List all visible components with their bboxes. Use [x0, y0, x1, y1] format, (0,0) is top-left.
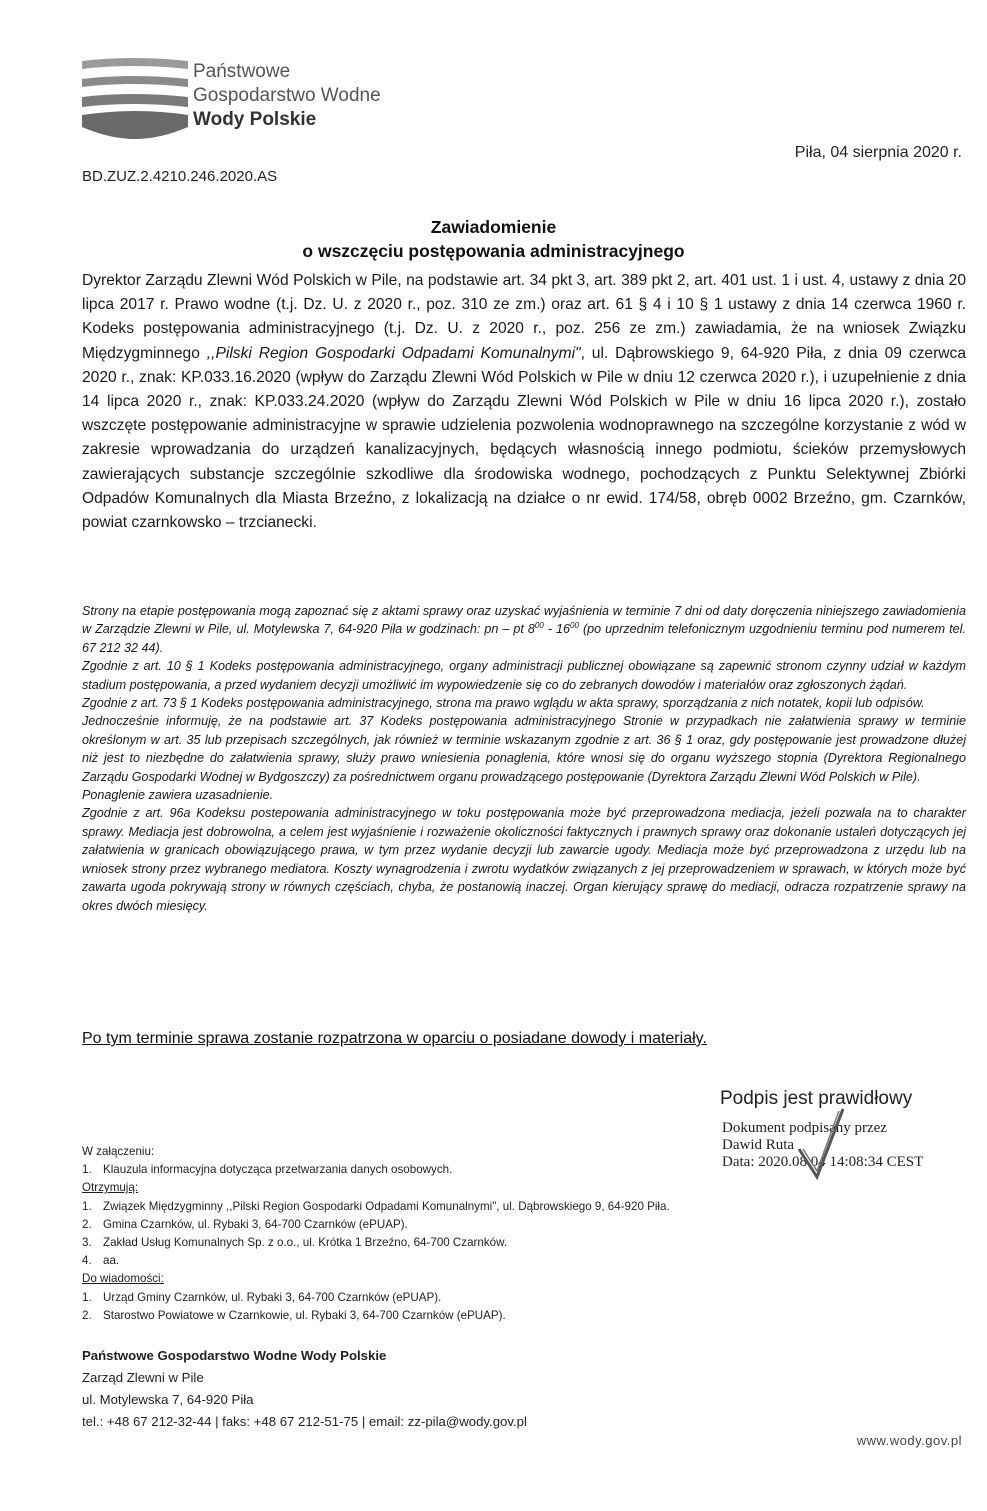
final-statement: Po tym terminie sprawa zostanie rozpatrzona w oparciu o posiadane dowody i materiały. [82, 1030, 707, 1047]
document-subtitle: o wszczęciu postępowania administracyjnego [302, 241, 685, 261]
notes-section [82, 602, 966, 915]
footer-contact: tel.: +48 67 212-32-44 | faks: +48 67 212-51-75 | email: zz-pila@wody.gov.pl [82, 1414, 527, 1429]
main-paragraph-italic: ,,Pilski Region Gospodarki Odpadami Komunalnymi" [206, 344, 581, 362]
recipient-text: Gmina Czarnków, ul. Rybaki 3, 64-700 Czarnków (ePUAP). [103, 1217, 408, 1231]
recipients-heading: Otrzymują: [82, 1181, 139, 1195]
recipient-item: 1. Związek Międzygminny ,,Pilski Region Gospodarki Odpadami Komunalnymi", ul. Dąbrowskiego 9, 64-920 Piła. [82, 1199, 670, 1213]
main-paragraph-part-a: Dyrektor Zarządu Zlewni Wód Polskich w Pile, na podstawie art. 34 pkt 3, art. 389 pkt 2, art. 401 ust. 1 i ust. 4, ustawy z dnia 20 lipca 2017 r. Prawo wodne (t.j. Dz. U. z 2020 r., poz. 310 ze zm.) oraz art. 61 § 4 i 10 § 1 ustawy z dnia 14 czerwca 1960 r. Kodeks postępowania administracyjnego (t.j. Dz. U. z 2020 r., poz. 256 ze zm.) zawiadamia, że na wniosek Związku Międzygminnego [82, 272, 966, 362]
attachment-text: Klauzula informacyjna dotycząca przetwarzania danych osobowych. [103, 1163, 453, 1177]
recipient-item: 4. aa. [82, 1254, 120, 1268]
note-art10: Zgodnie z art. 10 § 1 Kodeks postępowania administracyjnego, organy administracji publicznej obowiązane są zapewnić stronom czynny udział w każdym stadium postępowania, a przed wydaniem decyzji umożliwić im wypowiedzenie się co do zebranych dowodów i materiałów oraz zgłoszonych żądań. [82, 659, 966, 692]
reference-number: BD.ZUZ.2.4210.246.2020.AS [82, 168, 278, 185]
note-access-sup-2: 00 [570, 621, 579, 631]
footer-unit: Zarząd Zlewni w Pile [82, 1370, 204, 1385]
attachment-item: 1. Klauzula informacyjna dotycząca przetwarzania danych osobowych. [82, 1163, 453, 1177]
note-ponaglenie: Ponaglenie zawiera uzasadnienie. [82, 788, 274, 803]
main-paragraph [82, 269, 966, 535]
wody-polskie-logo [80, 55, 190, 140]
document-date: Piła, 04 sierpnia 2020 r. [794, 144, 962, 161]
footer [82, 1345, 527, 1433]
info-item: 1. Urząd Gminy Czarnków, ul. Rybaki 3, 64-700 Czarnków (ePUAP). [82, 1290, 442, 1304]
note-access-text-mid: - 16 [543, 622, 571, 637]
attachments-heading: W załączeniu: [82, 1145, 155, 1158]
note-mediation: Zgodnie z art. 96a Kodeksu postepowania administracyjnego w toku postępowania może być przeprowadzona mediacja, jeżeli pozwala na to charakter sprawy. Mediacja jest dobrowolna, a celem jest wyjaśnienie i rozważenie okoliczności faktycznych i prawnych sprawy oraz dokonanie ustaleń dotyczących jej załatwienia w granicach obowiązującego prawa, w tym przez wydanie decyzji lub zawarcie ugody. Mediacja może być przeprowadzona z urzędu lub na wniosek strony przez wybranego mediatora. Koszty wynagrodzenia i zwrotu wydatków związanych z jej przeprowadzeniem w sprawach, w których może być zawarta ugoda pokrywają strony w równych częściach, chyba, że postanowią inaczej. Organ kierujący sprawę do mediacji, odracza rozpatrzenie sprawy na okres dwóch miesięcy. [82, 806, 966, 913]
signature-check-icon [795, 1105, 847, 1183]
footer-address: ul. Motylewska 7, 64-920 Piła [82, 1392, 254, 1407]
info-text: Urząd Gminy Czarnków, ul. Rybaki 3, 64-700 Czarnków (ePUAP). [103, 1290, 442, 1304]
note-art37: Jednocześnie informuję, że na podstawie art. 37 Kodeks postępowania administracyjnego Stronie w przypadkach nie załatwienia sprawy w terminie określonym w art. 35 lub przepisach szczególnych, jak również w terminie wskazanym zgodnie z art. 36 § 1 oraz, gdy postępowanie jest prowadzone dłużej niż jest to niezbędne do załatwienia sprawy, służy prawo wniesienia ponaglenia, które wnosi się do organu wyższego stopnia (Dyrektora Regionalnego Zarządu Gospodarki Wodnej w Bydgoszczy) za pośrednictwem organu prowadzącego postępowanie (Dyrektora Zarządu Zlewni Wód Polskich w Pile). [82, 714, 966, 784]
recipient-text: Zakład Usług Komunalnych Sp. z o.o., ul. Krótka 1 Brzeźno, 64-700 Czarnków. [103, 1236, 508, 1250]
info-text: Starostwo Powiatowe w Czarnkowie, ul. Rybaki 3, 64-700 Czarnków (ePUAP). [103, 1308, 506, 1322]
signature-valid-heading: Podpis jest prawidłowy [720, 1088, 913, 1109]
note-art73: Zgodnie z art. 73 § 1 Kodeks postępowania administracyjnego, strona ma prawo wglądu w akta sprawy, sporządzania z nich notatek, kopii lub odpisów. [82, 696, 925, 711]
logo-line-1: Państwowe [193, 61, 291, 82]
logo-line-3: Wody Polskie [193, 109, 317, 130]
note-access-text-a: Strony na etapie postępowania mogą zapoznać się z aktami sprawy oraz uzyskać wyjaśnienia w terminie 7 dni od daty doręczenia niniejszego zawiadomienia w Zarządzie Zlewni w Pile, ul. Motylewska 7, 64-920 Piła w godzinach: pn – pt 8 [82, 604, 966, 637]
main-paragraph-part-b: , ul. Dąbrowskiego 9, 64-920 Piła, z dnia 09 czerwca 2020 r., znak: KP.033.16.2020 (wpływ do Zarządu Zlewni Wód Polskich w Pile w dniu 12 czerwca 2020 r.), i uzupełnienie z dnia 14 lipca 2020 r., znak: KP.033.24.2020 (wpływ do Zarządu Zlewni Wód Polskich w Pile w dniu 16 lipca 2020 r.), zostało wszczęte postępowanie administracyjne w sprawie udzielenia pozwolenia wodnoprawnego na szczególne korzystanie z wód w zakresie wprowadzania do urządzeń kanalizacyjnych, będących własnością innego podmiotu, ścieków przemysłowych zawierających substancje szczególnie szkodliwe dla środowiska wodnego, pochodzących z Punktu Selektywnej Zbiórki Odpadów Komunalnych dla Miasta Brzeźno, z lokalizacją na działce o nr ewid. 174/58, obręb 0002 Brzeźno, gm. Czarnków, powiat czarnkowsko – trzcianecki. [82, 344, 967, 532]
recipient-text: Związek Międzygminny ,,Pilski Region Gospodarki Odpadami Komunalnymi", ul. Dąbrowskiego 9, 64-920 Piła. [103, 1199, 670, 1213]
logo-wordmark [193, 60, 381, 132]
info-item: 2. Starostwo Powiatowe w Czarnkowie, ul. Rybaki 3, 64-700 Czarnków (ePUAP). [82, 1308, 506, 1322]
signature-line-3: Data: 2020.08.04 14:08:34 CEST [722, 1154, 924, 1170]
footer-org: Państwowe Gospodarstwo Wodne Wody Polskie [82, 1348, 387, 1363]
recipient-item: 3. Zakład Usług Komunalnych Sp. z o.o., ul. Krótka 1 Brzeźno, 64-700 Czarnków. [82, 1236, 508, 1250]
signature-line-1: Dokument podpisany przez [722, 1120, 887, 1136]
note-access [82, 602, 966, 657]
info-heading: Do wiadomości: [82, 1272, 164, 1286]
note-access-sup-1: 00 [534, 621, 544, 631]
logo-line-2: Gospodarstwo Wodne [193, 85, 381, 106]
attachments-section [82, 1143, 670, 1325]
recipient-text: aa. [103, 1254, 120, 1268]
recipient-item: 2. Gmina Czarnków, ul. Rybaki 3, 64-700 Czarnków (ePUAP). [82, 1217, 408, 1231]
document-title: Zawiadomienie [430, 217, 557, 237]
footer-website: www.wody.gov.pl [856, 1433, 962, 1448]
note-access-text-b: (po uprzednim telefonicznym uzgodnieniu terminu pod numerem tel. 67 212 32 44). [82, 622, 966, 655]
signature-line-2: Dawid Ruta [722, 1137, 795, 1153]
